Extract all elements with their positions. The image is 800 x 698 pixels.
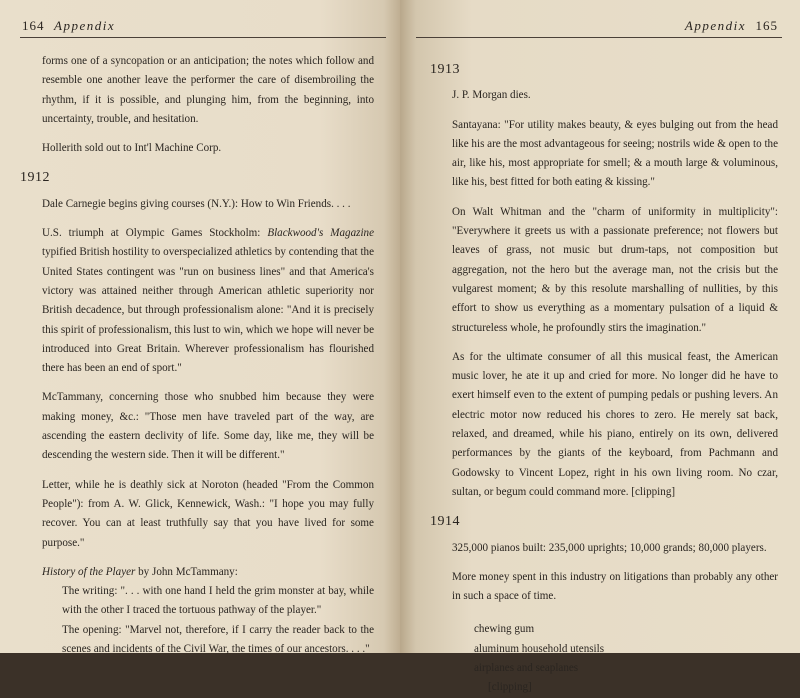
left-page-text <box>20 52 374 669</box>
writing-quote: The writing: ". . . with one hand I held the grim monster at bay, while with the other I traced the tortuous pathway of the player." <box>62 585 374 617</box>
consumer-paragraph: As for the ultimate consumer of all this musical feast, the American music lover, he ate it up and cried for more. No longer did he have to exert himself even to the extent of pumping pedals or pushing levers. An electric motor now reduced his chores to zero. He merely sat back, relaxed, and dreamed, while his piano, entirely on its own, delivered performances by the giants of the keyboard, from Pachmann and Godowsky to Vincent Lopez, right in his own living room. No czar, sultan, or begum could command more. [clipping] <box>452 350 778 498</box>
hollerith-paragraph: Hollerith sold out to Int'l Machine Corp. <box>42 142 222 155</box>
olympics-paragraph <box>42 224 374 378</box>
running-head-title-right: Appendix <box>684 18 746 33</box>
history-paragraph <box>42 563 374 582</box>
header-rule-right <box>416 37 782 38</box>
history-author: by John McTammany: <box>135 565 238 578</box>
list-item: aluminum household utensils <box>474 642 605 655</box>
history-title: History of the Player <box>42 565 136 578</box>
intro-paragraph: forms one of a syncopation or an anticipation; the notes which follow and resemble one another leave the performer the care of disembroiling the rhythm, if it is possible, and plunging him, from the beginning, into uncertainty, trouble, and hesitation. <box>42 55 374 125</box>
letter-paragraph: Letter, while he is deathly sick at Noroton (headed "From the Common People"): from A. W. Glick, Kennewick, Wash.: "I hope you may fully recover. You can at least truthfully say that you have lived for some purpose." <box>42 478 374 549</box>
carnegie-paragraph: Dale Carnegie begins giving courses (N.Y.): How to Win Friends. . . . <box>42 197 351 210</box>
olympics-text-2: typified British hostility to overspecialized athletics by contending that the United States contingent was "run on business lines" and that America's victory was attained neither through American athletic superiority nor British decadence, but through professionalism alone: "And it is precisely this spirit of professionalism, this lust to win, which we hope will never be introduced into Great Britain. Wherever professionalism has flourished there has been an end of sport." <box>42 246 374 375</box>
whitman-paragraph: On Walt Whitman and the "charm of uniformity in multiplicity": "Everywhere it greets us with a passionate preference; not flowers but leaves of grass, not music but drum-taps, not composition but aggregation, not the hero but the average man, not the crisis but the vulgarest moment; & by this resolute marshalling of nullities, by this effort to show us everything as a momentary pulsation of a liquid & structureless whole, he profoundly stirs the imagination." <box>452 205 778 334</box>
list-item: airplanes and seaplanes <box>474 662 579 675</box>
year-heading-1913: 1913 <box>430 62 460 77</box>
running-head-title-left: Appendix <box>54 18 116 33</box>
left-page <box>0 0 400 656</box>
santayana-paragraph: Santayana: "For utility makes beauty, & eyes bulging out from the head like his are the most advantageous for seeing; nostrils wide & open to the air, like his, most appropriate for smell; & a mouth large & voluminous, like his, best fitted for both eating & kissing." <box>452 118 778 189</box>
pianos-paragraph: 325,000 pianos built: 235,000 uprights; 10,000 grands; 80,000 players. <box>452 541 767 554</box>
year-heading-1914: 1914 <box>430 514 460 530</box>
page-number-right: 165 <box>755 18 778 33</box>
page-number-left: 164 <box>22 18 45 33</box>
morgan-paragraph: J. P. Morgan dies. <box>452 89 531 102</box>
litigation-paragraph: More money spent in this industry on litigations than probably any other in such a space of time. <box>452 570 778 603</box>
right-page <box>400 0 800 694</box>
olympics-text-1: U.S. triumph at Olympic Games Stockholm: <box>42 227 268 240</box>
product-list <box>452 620 778 697</box>
left-running-head <box>22 18 115 34</box>
mctammany-paragraph: McTammany, concerning those who snubbed him because they were making money, &c.: "Those men have traveled part of the way, are ascending the eastern declivity of life. Some day, like me, they will be descending the western side. Then it will be different." <box>42 391 374 462</box>
list-item: chewing gum <box>474 623 535 636</box>
year-heading-1912: 1912 <box>20 170 50 186</box>
magazine-title: Blackwood's Magazine <box>267 227 374 240</box>
right-running-head <box>685 18 778 34</box>
list-clipping: [clipping] <box>488 681 532 694</box>
opening-quote: The opening: "Marvel not, therefore, if I carry the reader back to the scenes and incidents of the Civil War, the times of our ancestors. . . ." <box>62 623 374 656</box>
header-rule-left <box>20 37 386 38</box>
right-page-text <box>430 60 778 698</box>
